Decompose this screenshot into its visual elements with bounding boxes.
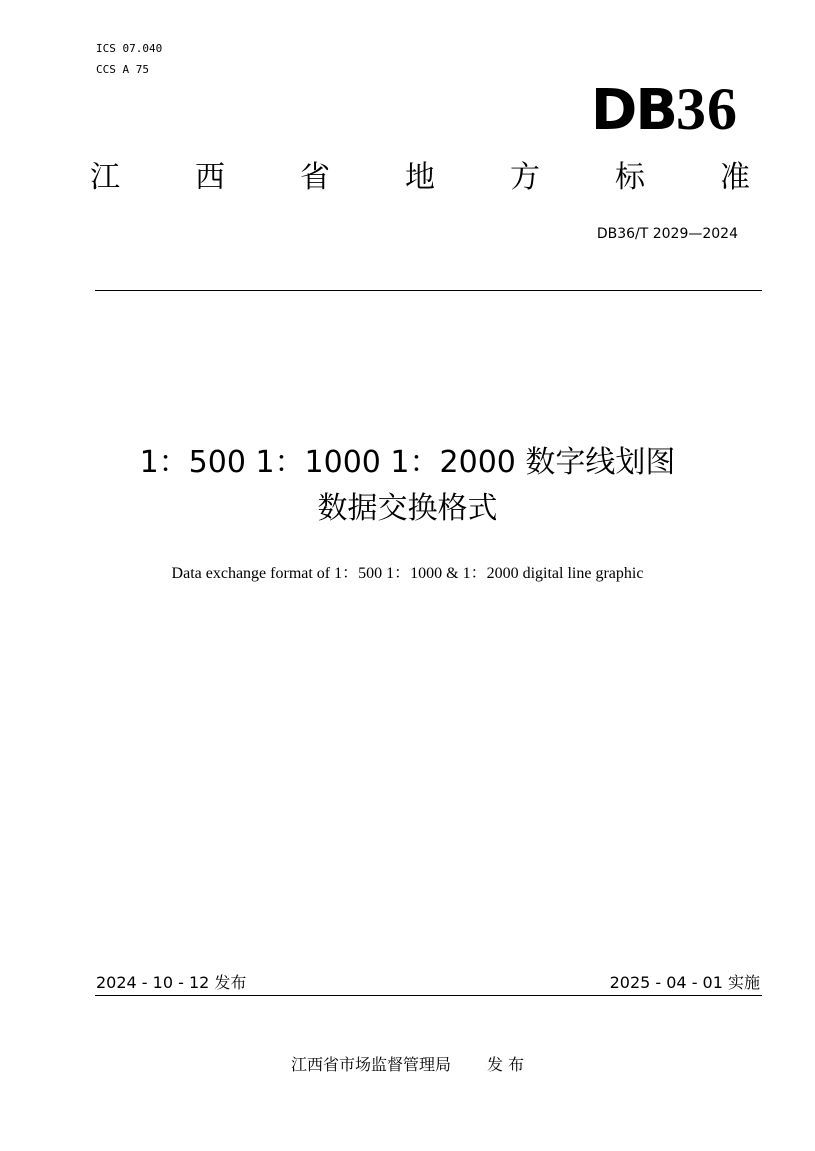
english-title: Data exchange format of 1：500 1：1000 & 1：2000 digital line graphic <box>171 565 644 582</box>
title-line-2: 数据交换格式 <box>317 491 498 526</box>
standard-type-char: 准 <box>720 160 750 195</box>
standard-type-char: 方 <box>510 160 540 195</box>
db36-logo <box>590 76 738 143</box>
publisher-line <box>0 1054 815 1076</box>
issue-date: 2024 - 10 - 12 发布 <box>96 973 247 992</box>
standard-type-char: 西 <box>195 160 225 195</box>
standard-number: DB36/T 2029—2024 <box>596 226 738 242</box>
ics-code: ICS 07.040 <box>96 42 163 55</box>
logo-number-text: 36 <box>676 76 738 142</box>
standard-type-title <box>90 156 750 200</box>
title-line-1: 1：500 1：1000 1：2000 数字线划图 <box>139 445 676 480</box>
logo-db-text: DB <box>590 78 676 143</box>
header-divider <box>95 290 762 291</box>
standard-type-char: 江 <box>90 160 120 195</box>
implementation-date: 2025 - 04 - 01 实施 <box>609 973 760 992</box>
publisher-org: 江西省市场监督管理局 <box>290 1055 451 1074</box>
standard-type-char: 地 <box>405 160 435 195</box>
document-title <box>0 440 815 532</box>
standard-type-char: 标 <box>615 160 645 195</box>
publisher-action: 发 布 <box>486 1055 525 1074</box>
standard-type-char: 省 <box>300 160 330 195</box>
ccs-code: CCS A 75 <box>96 63 149 76</box>
footer-divider <box>95 995 762 996</box>
